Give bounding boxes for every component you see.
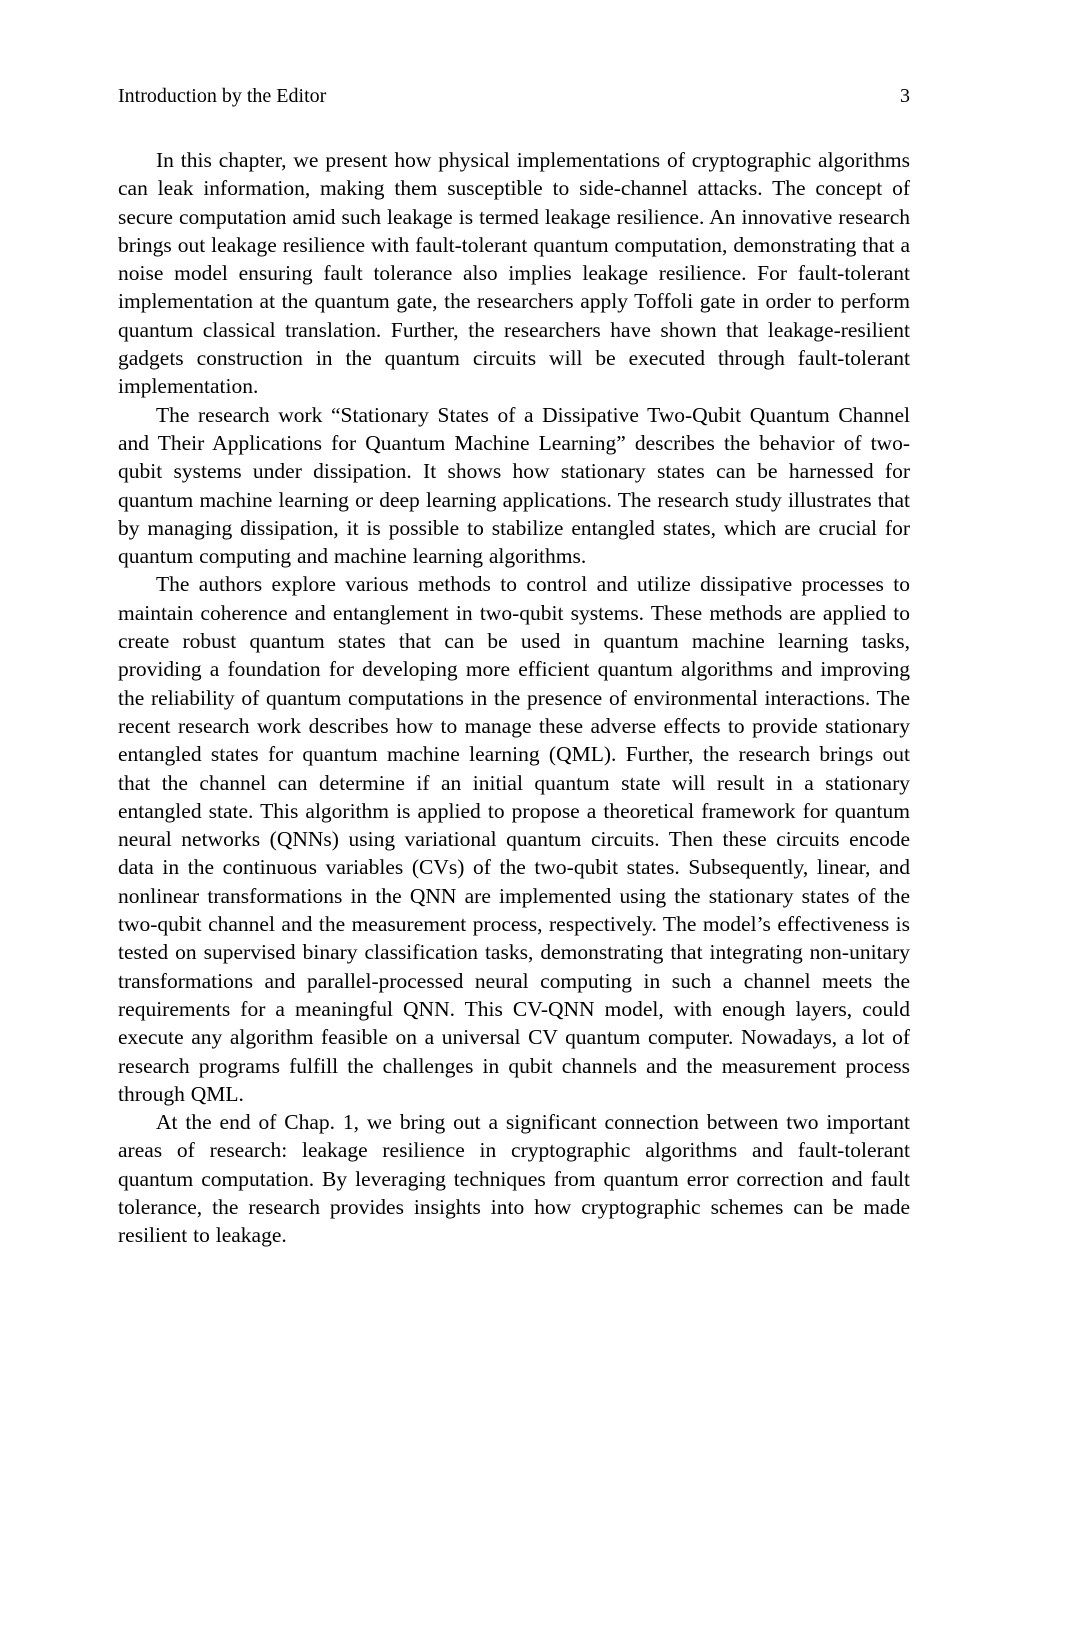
text-block xyxy=(118,84,910,1250)
running-title: Introduction by the Editor xyxy=(118,85,327,107)
body-paragraph: The research work “Stationary States of a Dissipative Two-Qubit Quantum Channel and Their Applications for Quantum Machine Learning” describes the behavior of two-qubit systems under dissipation. It shows how stationary states can be harnessed for quantum machine learning or deep learning applications. The research study illustrates that by managing dissipation, it is possible to stabilize entangled states, which are crucial for quantum computing and machine learning algorithms. xyxy=(118,402,910,569)
running-header xyxy=(118,84,910,108)
body-paragraph: The authors explore various methods to control and utilize dissipative processes to maintain coherence and entanglement in two-qubit systems. These methods are applied to create robust quantum states that can be used in quantum machine learning tasks, providing a foundation for developing more efficient quantum algorithms and improving the reliability of quantum computations in the presence of environmental interactions. The recent research work describes how to manage these adverse effects to provide stationary entangled states for quantum machine learning (QML). Further, the research brings out that the channel can determine if an initial quantum state will result in a stationary entangled state. This algorithm is applied to propose a theoretical framework for quantum neural networks (QNNs) using variational quantum circuits. Then these circuits encode data in the continuous variables (CVs) of the two-qubit states. Subsequently, linear, and nonlinear transformations in the QNN are implemented using the stationary states of the two-qubit channel and the measurement process, respectively. The model’s effectiveness is tested on supervised binary classification tasks, demonstrating that integrating non-unitary transformations and parallel-processed neural computing in such a channel meets the requirements for a meaningful QNN. This CV-QNN model, with enough layers, could execute any algorithm feasible on a universal CV quantum computer. Nowadays, a lot of research programs fulfill the challenges in qubit channels and the measurement process through QML. xyxy=(118,572,910,1106)
body-text xyxy=(118,146,910,1250)
page-number: 3 xyxy=(900,85,910,107)
body-paragraph: In this chapter, we present how physical implementations of cryptographic algorithms can leak information, making them susceptible to side-channel attacks. The concept of secure computation amid such leakage is termed leakage resilience. An innovative research brings out leakage resilience with fault-tolerant quantum computation, demonstrating that a noise model ensuring fault tolerance also implies leakage resilience. For fault-tolerant implementation at the quantum gate, the researchers apply Toffoli gate in order to perform quantum classical translation. Further, the researchers have shown that leakage-resilient gadgets construction in the quantum circuits will be executed through fault-tolerant implementation. xyxy=(118,148,910,399)
body-paragraph: At the end of Chap. 1, we bring out a significant connection between two important areas of research: leakage resilience in cryptographic algorithms and fault-tolerant quantum computation. By leveraging techniques from quantum error correction and fault tolerance, the research provides insights into how cryptographic schemes can be made resilient to leakage. xyxy=(118,1110,910,1248)
